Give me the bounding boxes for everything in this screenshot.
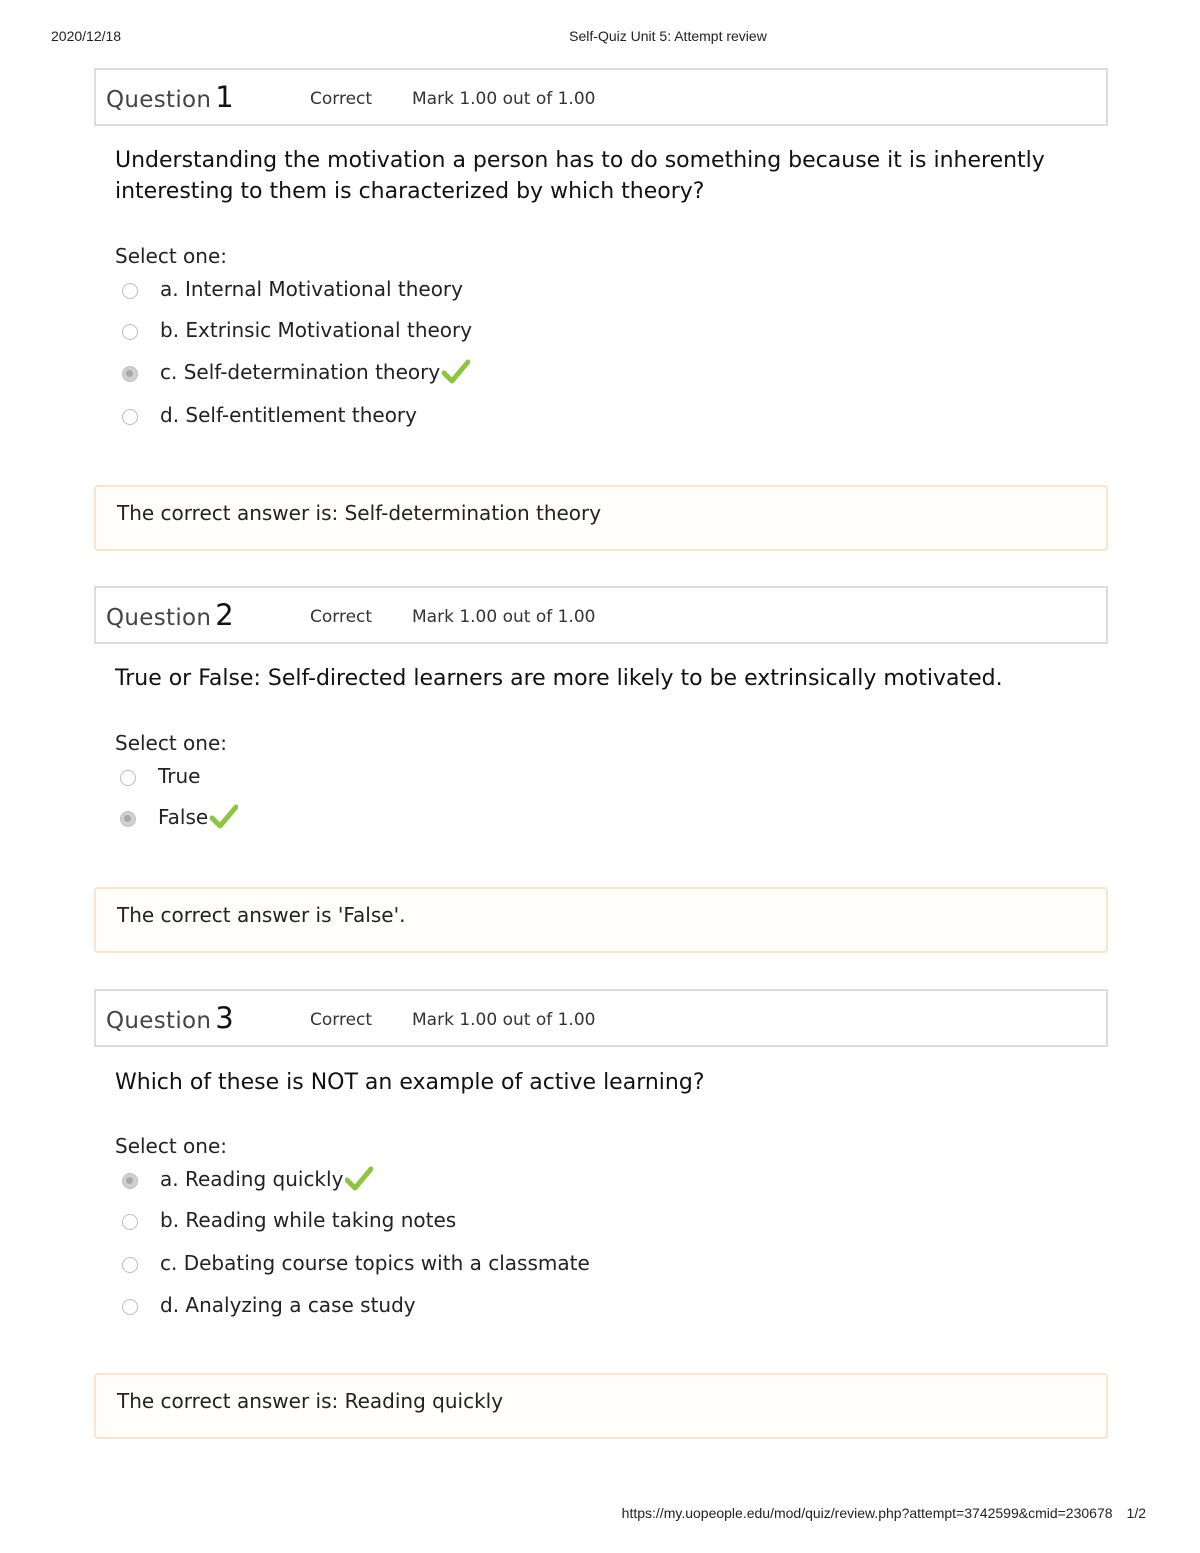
question-state: Correct (310, 607, 373, 627)
question-grade: Mark 1.00 out of 1.00 (412, 607, 596, 627)
feedback-box (94, 1373, 1108, 1439)
select-one-prompt: Select one: (115, 1134, 228, 1158)
radio-button[interactable] (120, 770, 136, 786)
question-info (94, 68, 1108, 126)
question-3 (94, 989, 1108, 1413)
answer-label: a. Internal Motivational theory (160, 277, 463, 301)
correct-answer-text: The correct answer is 'False'. (117, 903, 406, 927)
page-url: https://my.uopeople.edu/mod/quiz/review.php?attempt=3742599&cmid=230678 (621, 1505, 1113, 1521)
question-number: Question 1 (106, 80, 235, 114)
radio-button[interactable] (122, 1214, 138, 1230)
question-grade: Mark 1.00 out of 1.00 (412, 89, 596, 109)
answer-label: c. Debating course topics with a classmate (160, 1251, 590, 1275)
radio-button-selected[interactable] (120, 811, 136, 827)
radio-button[interactable] (122, 1299, 138, 1315)
answer-label: True (158, 764, 201, 788)
select-one-prompt: Select one: (115, 731, 228, 755)
radio-button[interactable] (122, 283, 138, 299)
question-number: Question 3 (106, 1001, 235, 1035)
print-title: Self-Quiz Unit 5: Attempt review (569, 28, 767, 44)
answer-label: b. Extrinsic Motivational theory (160, 318, 473, 342)
radio-button-selected[interactable] (122, 1173, 138, 1189)
question-1 (94, 68, 1108, 525)
answer-label: d. Analyzing a case study (160, 1293, 416, 1317)
question-text: Understanding the motivation a person has to do something because it is inherently interesting to them is characterized by which theory? (115, 148, 1045, 204)
select-one-prompt: Select one: (115, 244, 228, 268)
page-number: 1/2 (1126, 1505, 1146, 1521)
radio-button-selected[interactable] (122, 366, 138, 382)
answer-label: d. Self-entitlement theory (160, 403, 417, 427)
correct-check-icon (345, 1166, 373, 1192)
print-header (0, 28, 1200, 48)
feedback-box (94, 485, 1108, 551)
radio-button[interactable] (122, 1257, 138, 1273)
question-number: Question 2 (106, 598, 235, 632)
feedback-box (94, 887, 1108, 953)
radio-button[interactable] (122, 324, 138, 340)
radio-button[interactable] (122, 409, 138, 425)
correct-answer-text: The correct answer is: Reading quickly (117, 1389, 504, 1413)
answer-label: b. Reading while taking notes (160, 1208, 457, 1232)
question-text: True or False: Self-directed learners are more likely to be extrinsically motivated. (115, 666, 1003, 691)
correct-check-icon (210, 804, 238, 830)
answer-label: False (158, 805, 238, 832)
answer-label: a. Reading quickly (160, 1167, 373, 1194)
print-date: 2020/12/18 (51, 28, 122, 44)
question-grade: Mark 1.00 out of 1.00 (412, 1010, 596, 1030)
question-info (94, 989, 1108, 1047)
question-2 (94, 586, 1108, 927)
correct-check-icon (442, 359, 470, 385)
question-state: Correct (310, 1010, 373, 1030)
question-text: Which of these is NOT an example of active learning? (115, 1070, 705, 1095)
question-state: Correct (310, 89, 373, 109)
correct-answer-text: The correct answer is: Self-determination theory (117, 501, 602, 525)
answer-label: c. Self-determination theory (160, 360, 470, 387)
print-footer (622, 1505, 1146, 1521)
question-info (94, 586, 1108, 644)
